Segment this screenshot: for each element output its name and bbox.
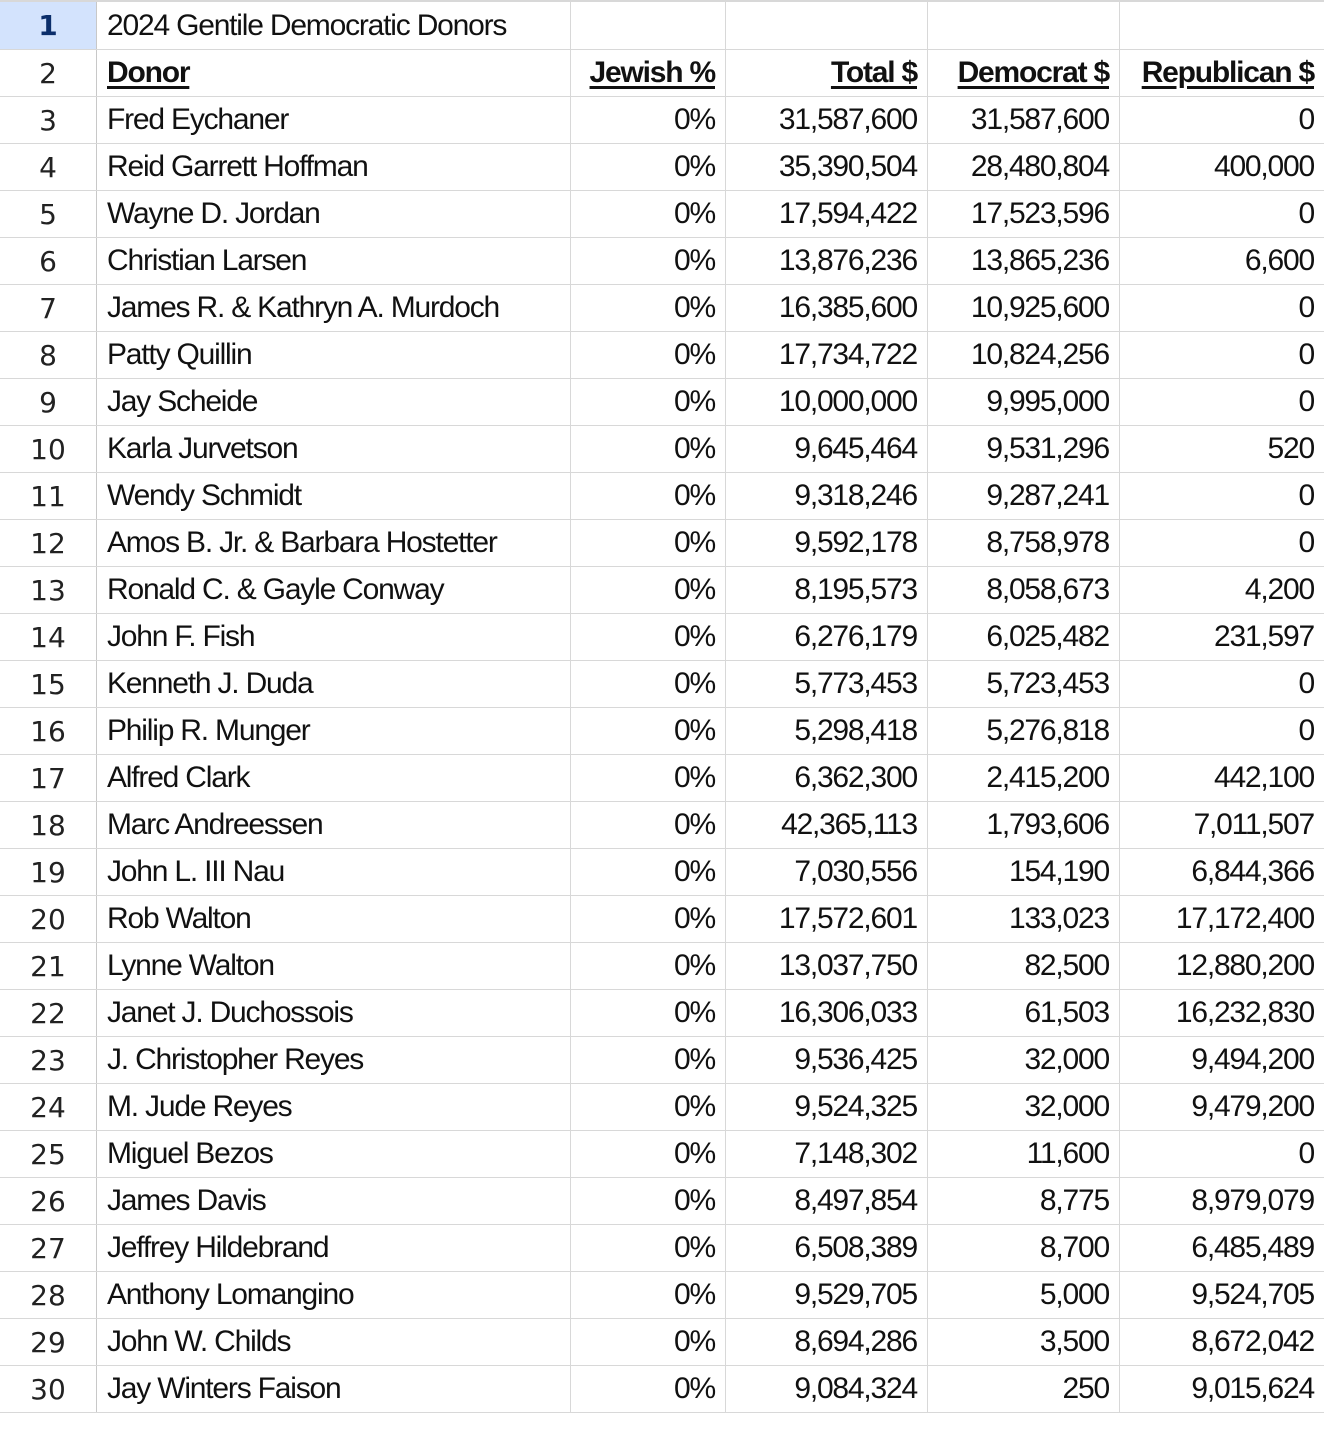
sheet-row-title bbox=[0, 0, 1324, 50]
democrat-cell[interactable]: 1,793,606 bbox=[928, 802, 1120, 848]
total-cell[interactable]: 42,365,113 bbox=[726, 802, 928, 848]
empty-cell[interactable] bbox=[571, 2, 726, 49]
republican-cell[interactable]: 6,600 bbox=[1244, 244, 1314, 277]
democrat-cell[interactable]: 5,000 bbox=[928, 1272, 1120, 1318]
republican-cell[interactable]: 17,172,400 bbox=[1175, 902, 1314, 935]
jewish-percent-cell[interactable]: 0% bbox=[571, 614, 726, 660]
row-number[interactable]: 16 bbox=[0, 708, 97, 754]
jewish-percent-cell[interactable]: 0% bbox=[571, 1178, 726, 1224]
democrat-cell[interactable]: 11,600 bbox=[928, 1131, 1120, 1177]
header-democrat[interactable]: Democrat $ bbox=[928, 50, 1120, 96]
total-cell[interactable]: 7,030,556 bbox=[726, 849, 928, 895]
donor-cell[interactable]: Jay Winters Faison bbox=[97, 1366, 571, 1412]
row-number[interactable]: 5 bbox=[0, 191, 97, 237]
republican-cell[interactable]: 0 bbox=[1298, 103, 1314, 136]
header-republican[interactable]: Republican $ bbox=[1141, 56, 1314, 89]
row-number[interactable]: 24 bbox=[0, 1084, 97, 1130]
democrat-cell[interactable]: 6,025,482 bbox=[928, 614, 1120, 660]
total-cell[interactable]: 16,306,033 bbox=[726, 990, 928, 1036]
table-row bbox=[0, 144, 1324, 191]
row-number[interactable]: 18 bbox=[0, 802, 97, 848]
donor-cell[interactable]: Karla Jurvetson bbox=[97, 426, 571, 472]
total-cell[interactable]: 5,298,418 bbox=[726, 708, 928, 754]
jewish-percent-cell[interactable]: 0% bbox=[571, 332, 726, 378]
republican-cell[interactable]: 6,485,489 bbox=[1191, 1231, 1314, 1264]
jewish-percent-cell[interactable]: 0% bbox=[571, 1366, 726, 1412]
table-row bbox=[0, 802, 1324, 849]
table-row bbox=[0, 614, 1324, 661]
democrat-cell[interactable]: 250 bbox=[928, 1366, 1120, 1412]
donor-cell[interactable]: Alfred Clark bbox=[97, 755, 571, 801]
donor-cell[interactable]: Ronald C. & Gayle Conway bbox=[97, 567, 571, 613]
republican-cell[interactable]: 8,672,042 bbox=[1191, 1325, 1314, 1358]
donor-cell[interactable]: Kenneth J. Duda bbox=[97, 661, 571, 707]
donor-cell[interactable]: John F. Fish bbox=[97, 614, 571, 660]
jewish-percent-cell[interactable]: 0% bbox=[571, 943, 726, 989]
donor-cell[interactable]: James Davis bbox=[97, 1178, 571, 1224]
republican-cell[interactable]: 4,200 bbox=[1244, 573, 1314, 606]
total-cell[interactable]: 17,572,601 bbox=[726, 896, 928, 942]
total-cell[interactable]: 6,508,389 bbox=[726, 1225, 928, 1271]
total-cell[interactable]: 9,536,425 bbox=[726, 1037, 928, 1083]
table-row bbox=[0, 332, 1324, 379]
row-number[interactable]: 28 bbox=[0, 1272, 97, 1318]
republican-cell[interactable]: 0 bbox=[1298, 338, 1314, 371]
sheet-title-cell[interactable]: 2024 Gentile Democratic Donors bbox=[97, 2, 571, 49]
total-cell[interactable]: 9,084,324 bbox=[726, 1366, 928, 1412]
jewish-percent-cell[interactable]: 0% bbox=[571, 567, 726, 613]
democrat-cell[interactable]: 32,000 bbox=[928, 1084, 1120, 1130]
republican-cell[interactable]: 9,479,200 bbox=[1191, 1090, 1314, 1123]
table-row bbox=[0, 943, 1324, 990]
democrat-cell[interactable]: 10,824,256 bbox=[928, 332, 1120, 378]
table-row bbox=[0, 426, 1324, 473]
jewish-percent-cell[interactable]: 0% bbox=[571, 379, 726, 425]
row-number[interactable]: 7 bbox=[0, 285, 97, 331]
table-row bbox=[0, 473, 1324, 520]
democrat-cell[interactable]: 32,000 bbox=[928, 1037, 1120, 1083]
total-cell[interactable]: 9,645,464 bbox=[726, 426, 928, 472]
democrat-cell[interactable]: 8,758,978 bbox=[928, 520, 1120, 566]
total-cell[interactable]: 6,362,300 bbox=[726, 755, 928, 801]
republican-cell[interactable]: 0 bbox=[1298, 197, 1314, 230]
republican-cell[interactable]: 9,494,200 bbox=[1191, 1043, 1314, 1076]
jewish-percent-cell[interactable]: 0% bbox=[571, 520, 726, 566]
donor-cell[interactable]: Rob Walton bbox=[97, 896, 571, 942]
total-cell[interactable]: 13,037,750 bbox=[726, 943, 928, 989]
table-row bbox=[0, 379, 1324, 426]
row-number[interactable]: 8 bbox=[0, 332, 97, 378]
donor-cell[interactable]: Miguel Bezos bbox=[97, 1131, 571, 1177]
donor-cell[interactable]: James R. & Kathryn A. Murdoch bbox=[97, 285, 571, 331]
table-row bbox=[0, 97, 1324, 144]
jewish-percent-cell[interactable]: 0% bbox=[571, 755, 726, 801]
jewish-percent-cell[interactable]: 0% bbox=[571, 97, 726, 143]
jewish-percent-cell[interactable]: 0% bbox=[571, 1272, 726, 1318]
jewish-percent-cell[interactable]: 0% bbox=[571, 191, 726, 237]
donor-cell[interactable]: Wayne D. Jordan bbox=[97, 191, 571, 237]
total-cell[interactable]: 8,195,573 bbox=[726, 567, 928, 613]
jewish-percent-cell[interactable]: 0% bbox=[571, 238, 726, 284]
total-cell[interactable]: 7,148,302 bbox=[726, 1131, 928, 1177]
jewish-percent-cell[interactable]: 0% bbox=[571, 849, 726, 895]
republican-cell[interactable]: 0 bbox=[1298, 714, 1314, 747]
row-number[interactable]: 27 bbox=[0, 1225, 97, 1271]
header-jewish-percent[interactable]: Jewish % bbox=[571, 50, 726, 96]
row-number[interactable]: 15 bbox=[0, 661, 97, 707]
table-row bbox=[0, 1272, 1324, 1319]
total-cell[interactable]: 8,497,854 bbox=[726, 1178, 928, 1224]
donor-cell[interactable]: John L. III Nau bbox=[97, 849, 571, 895]
empty-cell[interactable] bbox=[1120, 2, 1324, 49]
democrat-cell[interactable]: 82,500 bbox=[928, 943, 1120, 989]
republican-cell[interactable]: 9,015,624 bbox=[1191, 1372, 1314, 1405]
donor-cell[interactable]: Philip R. Munger bbox=[97, 708, 571, 754]
row-number[interactable]: 3 bbox=[0, 97, 97, 143]
donor-cell[interactable]: Lynne Walton bbox=[97, 943, 571, 989]
row-number[interactable]: 23 bbox=[0, 1037, 97, 1083]
total-cell[interactable]: 31,587,600 bbox=[726, 97, 928, 143]
jewish-percent-cell[interactable]: 0% bbox=[571, 1225, 726, 1271]
row-number[interactable]: 2 bbox=[0, 50, 97, 96]
total-cell[interactable]: 16,385,600 bbox=[726, 285, 928, 331]
row-number[interactable]: 29 bbox=[0, 1319, 97, 1365]
data-rows bbox=[0, 97, 1324, 1413]
jewish-percent-cell[interactable]: 0% bbox=[571, 1084, 726, 1130]
jewish-percent-cell[interactable]: 0% bbox=[571, 144, 726, 190]
table-row bbox=[0, 661, 1324, 708]
jewish-percent-cell[interactable]: 0% bbox=[571, 1131, 726, 1177]
total-cell[interactable]: 35,390,504 bbox=[726, 144, 928, 190]
republican-cell[interactable]: 231,597 bbox=[1213, 620, 1314, 653]
row-number[interactable]: 10 bbox=[0, 426, 97, 472]
jewish-percent-cell[interactable]: 0% bbox=[571, 285, 726, 331]
democrat-cell[interactable]: 133,023 bbox=[928, 896, 1120, 942]
table-row bbox=[0, 285, 1324, 332]
democrat-cell[interactable]: 3,500 bbox=[928, 1319, 1120, 1365]
total-cell[interactable]: 17,594,422 bbox=[726, 191, 928, 237]
total-cell[interactable]: 9,529,705 bbox=[726, 1272, 928, 1318]
total-cell[interactable]: 6,276,179 bbox=[726, 614, 928, 660]
democrat-cell[interactable]: 8,775 bbox=[928, 1178, 1120, 1224]
democrat-cell[interactable]: 8,700 bbox=[928, 1225, 1120, 1271]
row-number[interactable]: 19 bbox=[0, 849, 97, 895]
democrat-cell[interactable]: 10,925,600 bbox=[928, 285, 1120, 331]
total-cell[interactable]: 8,694,286 bbox=[726, 1319, 928, 1365]
donor-cell[interactable]: Jeffrey Hildebrand bbox=[97, 1225, 571, 1271]
total-cell[interactable]: 9,524,325 bbox=[726, 1084, 928, 1130]
republican-cell[interactable]: 0 bbox=[1298, 479, 1314, 512]
republican-cell[interactable]: 442,100 bbox=[1213, 761, 1314, 794]
democrat-cell[interactable]: 2,415,200 bbox=[928, 755, 1120, 801]
democrat-cell[interactable]: 154,190 bbox=[928, 849, 1120, 895]
jewish-percent-cell[interactable]: 0% bbox=[571, 1037, 726, 1083]
row-number[interactable]: 1 bbox=[0, 2, 97, 49]
jewish-percent-cell[interactable]: 0% bbox=[571, 661, 726, 707]
republican-cell[interactable]: 0 bbox=[1298, 1137, 1314, 1170]
table-row bbox=[0, 896, 1324, 943]
donor-cell[interactable]: Amos B. Jr. & Barbara Hostetter bbox=[97, 520, 571, 566]
total-cell[interactable]: 5,773,453 bbox=[726, 661, 928, 707]
total-cell[interactable]: 9,318,246 bbox=[726, 473, 928, 519]
republican-cell[interactable]: 520 bbox=[1267, 432, 1314, 465]
row-number[interactable]: 26 bbox=[0, 1178, 97, 1224]
republican-cell[interactable]: 8,979,079 bbox=[1191, 1184, 1314, 1217]
democrat-cell[interactable]: 8,058,673 bbox=[928, 567, 1120, 613]
table-row bbox=[0, 990, 1324, 1037]
jewish-percent-cell[interactable]: 0% bbox=[571, 802, 726, 848]
donor-cell[interactable]: John W. Childs bbox=[97, 1319, 571, 1365]
table-row bbox=[0, 191, 1324, 238]
row-number[interactable]: 9 bbox=[0, 379, 97, 425]
democrat-cell[interactable]: 28,480,804 bbox=[928, 144, 1120, 190]
democrat-cell[interactable]: 5,276,818 bbox=[928, 708, 1120, 754]
donor-cell[interactable]: Marc Andreessen bbox=[97, 802, 571, 848]
row-number[interactable]: 22 bbox=[0, 990, 97, 1036]
table-row bbox=[0, 708, 1324, 755]
republican-cell[interactable]: 0 bbox=[1298, 385, 1314, 418]
empty-cell[interactable] bbox=[726, 2, 928, 49]
jewish-percent-cell[interactable]: 0% bbox=[571, 896, 726, 942]
democrat-cell[interactable]: 31,587,600 bbox=[928, 97, 1120, 143]
table-row bbox=[0, 520, 1324, 567]
sheet-row-header bbox=[0, 50, 1324, 97]
republican-cell[interactable]: 0 bbox=[1298, 291, 1314, 324]
row-number[interactable]: 4 bbox=[0, 144, 97, 190]
table-row bbox=[0, 1037, 1324, 1084]
republican-cell[interactable]: 400,000 bbox=[1213, 150, 1314, 183]
row-number[interactable]: 30 bbox=[0, 1366, 97, 1412]
democrat-cell[interactable]: 13,865,236 bbox=[928, 238, 1120, 284]
row-number[interactable]: 13 bbox=[0, 567, 97, 613]
empty-cell[interactable] bbox=[928, 2, 1120, 49]
jewish-percent-cell[interactable]: 0% bbox=[571, 990, 726, 1036]
donor-cell[interactable]: Jay Scheide bbox=[97, 379, 571, 425]
donor-cell[interactable]: Wendy Schmidt bbox=[97, 473, 571, 519]
row-number[interactable]: 11 bbox=[0, 473, 97, 519]
header-donor[interactable]: Donor bbox=[97, 50, 571, 96]
donor-cell[interactable]: Janet J. Duchossois bbox=[97, 990, 571, 1036]
total-cell[interactable]: 17,734,722 bbox=[726, 332, 928, 378]
republican-cell[interactable]: 9,524,705 bbox=[1191, 1278, 1314, 1311]
table-row bbox=[0, 1178, 1324, 1225]
row-number[interactable]: 21 bbox=[0, 943, 97, 989]
donor-cell[interactable]: Patty Quillin bbox=[97, 332, 571, 378]
total-cell[interactable]: 10,000,000 bbox=[726, 379, 928, 425]
republican-cell[interactable]: 12,880,200 bbox=[1175, 949, 1314, 982]
table-row bbox=[0, 755, 1324, 802]
donor-cell[interactable]: J. Christopher Reyes bbox=[97, 1037, 571, 1083]
table-row bbox=[0, 849, 1324, 896]
total-cell[interactable]: 9,592,178 bbox=[726, 520, 928, 566]
democrat-cell[interactable]: 61,503 bbox=[928, 990, 1120, 1036]
democrat-cell[interactable]: 9,531,296 bbox=[928, 426, 1120, 472]
total-cell[interactable]: 13,876,236 bbox=[726, 238, 928, 284]
donor-cell[interactable]: Christian Larsen bbox=[97, 238, 571, 284]
republican-cell[interactable]: 0 bbox=[1298, 667, 1314, 700]
jewish-percent-cell[interactable]: 0% bbox=[571, 1319, 726, 1365]
table-row bbox=[0, 238, 1324, 285]
header-total[interactable]: Total $ bbox=[726, 50, 928, 96]
republican-cell[interactable]: 7,011,507 bbox=[1193, 808, 1314, 841]
table-row bbox=[0, 1084, 1324, 1131]
democrat-cell[interactable]: 9,287,241 bbox=[928, 473, 1120, 519]
donor-cell[interactable]: Reid Garrett Hoffman bbox=[97, 144, 571, 190]
row-number[interactable]: 20 bbox=[0, 896, 97, 942]
table-row bbox=[0, 1319, 1324, 1366]
row-number[interactable]: 6 bbox=[0, 238, 97, 284]
row-number[interactable]: 17 bbox=[0, 755, 97, 801]
table-row bbox=[0, 1366, 1324, 1413]
republican-cell[interactable]: 6,844,366 bbox=[1191, 855, 1314, 888]
democrat-cell[interactable]: 9,995,000 bbox=[928, 379, 1120, 425]
democrat-cell[interactable]: 5,723,453 bbox=[928, 661, 1120, 707]
row-number[interactable]: 25 bbox=[0, 1131, 97, 1177]
donor-cell[interactable]: Fred Eychaner bbox=[97, 97, 571, 143]
jewish-percent-cell[interactable]: 0% bbox=[571, 473, 726, 519]
donor-cell[interactable]: Anthony Lomangino bbox=[97, 1272, 571, 1318]
table-row bbox=[0, 567, 1324, 614]
republican-cell[interactable]: 0 bbox=[1298, 526, 1314, 559]
republican-cell[interactable]: 16,232,830 bbox=[1175, 996, 1314, 1029]
row-number[interactable]: 12 bbox=[0, 520, 97, 566]
table-row bbox=[0, 1131, 1324, 1178]
jewish-percent-cell[interactable]: 0% bbox=[571, 426, 726, 472]
donor-cell[interactable]: M. Jude Reyes bbox=[97, 1084, 571, 1130]
jewish-percent-cell[interactable]: 0% bbox=[571, 708, 726, 754]
table-row bbox=[0, 1225, 1324, 1272]
row-number[interactable]: 14 bbox=[0, 614, 97, 660]
democrat-cell[interactable]: 17,523,596 bbox=[928, 191, 1120, 237]
